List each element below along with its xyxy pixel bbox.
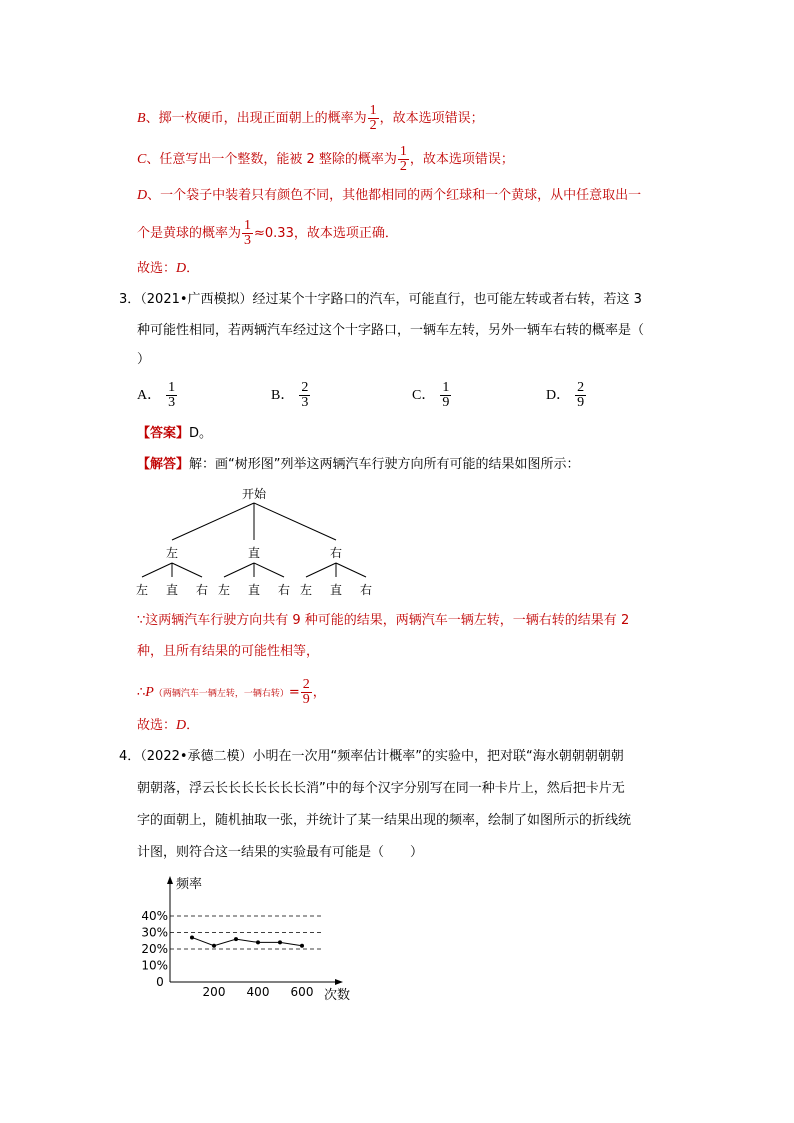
explain-line2: 种，且所有结果的可能性相等， (137, 644, 320, 659)
fraction: $\frac{2}{9}$ (577, 380, 585, 410)
y-tick-label: 20% (141, 942, 168, 956)
fraction: $\frac{2}{3}$ (301, 380, 309, 410)
tree-leaf: 直 (329, 583, 343, 597)
fraction: $\frac{1}{2}$ (369, 103, 377, 133)
answer-line: 【答案】D。 (137, 426, 213, 441)
data-point (300, 944, 304, 948)
tree-edge (224, 563, 254, 577)
solution-option-d-line1: D、一个袋子中装着只有颜色不同，其他都相同的两个红球和一个黄球，从中任意取出一 (137, 188, 642, 203)
question-source: （2021•广西模拟） (140, 292, 253, 307)
explain-line1: ∵这两辆汽车行驶方向共有 9 种可能的结果，两辆汽车一辆左转，一辆右转的结果有 2 (137, 613, 630, 628)
tree-leaf: 左 (299, 583, 313, 597)
solution-line: 【解答】解：画“树形图”列举这两辆汽车行驶方向所有可能的结果如图所示： (137, 457, 580, 472)
fraction: $\frac{1}{2}$ (399, 144, 407, 174)
tree-leaf: 直 (165, 583, 179, 597)
data-point (256, 940, 260, 944)
solution-option-d-line2: 个是黄球的概率为 $\frac{1}{3}$ ≈0.33，故本选项正确． (137, 218, 398, 248)
option-d: D． $\frac{2}{9}$ (546, 380, 585, 410)
fraction: $\frac{1}{9}$ (442, 380, 450, 410)
question-number: 4． (119, 749, 141, 764)
x-tick-labels (203, 985, 314, 999)
tree-root-label: 开始 (241, 487, 267, 501)
question-number: 3． (119, 292, 141, 307)
tree-leaf: 直 (247, 583, 261, 597)
x-tick-label: 400 (246, 985, 270, 999)
option-c: C． $\frac{1}{9}$ (412, 380, 450, 410)
question-4-line2: 朝朝落，浮云长长长长长长长消”中的每个汉字分别写在同一种卡片上，然后把卡片无 (137, 781, 625, 796)
y-axis-label: 频率 (176, 877, 203, 892)
tree-edge (336, 563, 366, 577)
tree-edge (254, 563, 284, 577)
option-a: A． $\frac{1}{3}$ (137, 380, 176, 410)
series-line (192, 937, 302, 945)
tree-edge (306, 563, 336, 577)
data-point (212, 944, 216, 948)
tree-edge (254, 503, 336, 540)
tree-node-straight: 直 (247, 546, 261, 560)
tree-leaf: 左 (135, 583, 149, 597)
question-3-line1: 3．（2021•广西模拟）经过某个十字路口的汽车，可能直行，也可能左转或者右转，若这 3 (119, 292, 642, 307)
y-axis-arrow (167, 876, 173, 884)
data-point (190, 935, 194, 939)
tree-edge (172, 563, 202, 577)
x-axis-arrow (335, 979, 343, 985)
probability-line: ∴P（两辆汽车一辆左转，一辆右转）= $\frac{2}{9}$ ， (137, 677, 326, 707)
y-tick-labels (141, 909, 168, 973)
solution-option-b: B、掷一枚硬币，出现正面朝上的概率为 $\frac{1}{2}$ ，故本选项错误； (137, 103, 484, 133)
tree-edge (142, 563, 172, 577)
question-source: （2022•承德二模） (140, 749, 253, 764)
y-tick-label: 40% (141, 909, 168, 923)
question-4-line1: 4．（2022•承德二模）小明在一次用“频率估计概率”的实验中，把对联“海水朝朝朝朝朝 (119, 749, 624, 764)
answer-tag: 【答案】 (137, 426, 190, 441)
fraction: $\frac{1}{3}$ (168, 380, 176, 410)
tree-node-right: 右 (329, 546, 343, 560)
fraction: $\frac{1}{3}$ (244, 218, 252, 248)
x-tick-label: 200 (202, 985, 226, 999)
solution-tag: 【解答】 (137, 457, 190, 472)
tree-diagram (130, 484, 380, 602)
tree-edge (172, 503, 254, 540)
option-b: B． $\frac{2}{3}$ (271, 380, 309, 410)
question-3-line3: ） (137, 352, 151, 367)
y-tick-label: 10% (141, 958, 168, 973)
tree-leaf: 左 (217, 583, 231, 597)
tree-leaf: 右 (359, 583, 373, 597)
conclusion-prev: 故选：D． (137, 261, 200, 276)
data-point (234, 937, 238, 941)
data-point (278, 940, 282, 944)
x-tick-label: 600 (290, 985, 314, 999)
x-axis-label: 次数 (324, 988, 351, 1003)
conclusion-q3: 故选：D． (137, 718, 200, 733)
y-tick-label: 30% (141, 925, 168, 940)
origin-label: 0 (156, 975, 164, 989)
question-4-line4: 计图，则符合这一结果的实验最有可能是（ ） (137, 845, 424, 860)
chart-gridlines (170, 916, 322, 949)
question-3-line2: 种可能性相同，若两辆汽车经过这个十字路口，一辆车左转，另外一辆车右转的概率是（ (137, 323, 645, 338)
tree-node-left: 左 (165, 546, 179, 560)
tree-leaf: 右 (277, 583, 291, 597)
fraction: $\frac{2}{9}$ (302, 677, 310, 707)
frequency-line-chart (140, 872, 370, 1006)
series-points (190, 935, 304, 947)
solution-option-c: C、任意写出一个整数，能被 2 整除的概率为 $\frac{1}{2}$ ，故本选项错误； (137, 144, 514, 174)
question-4-line3: 字的面朝上，随机抽取一张，并统计了某一结果出现的频率，绘制了如图所示的折线统 (137, 813, 632, 828)
tree-leaf: 右 (195, 583, 209, 597)
